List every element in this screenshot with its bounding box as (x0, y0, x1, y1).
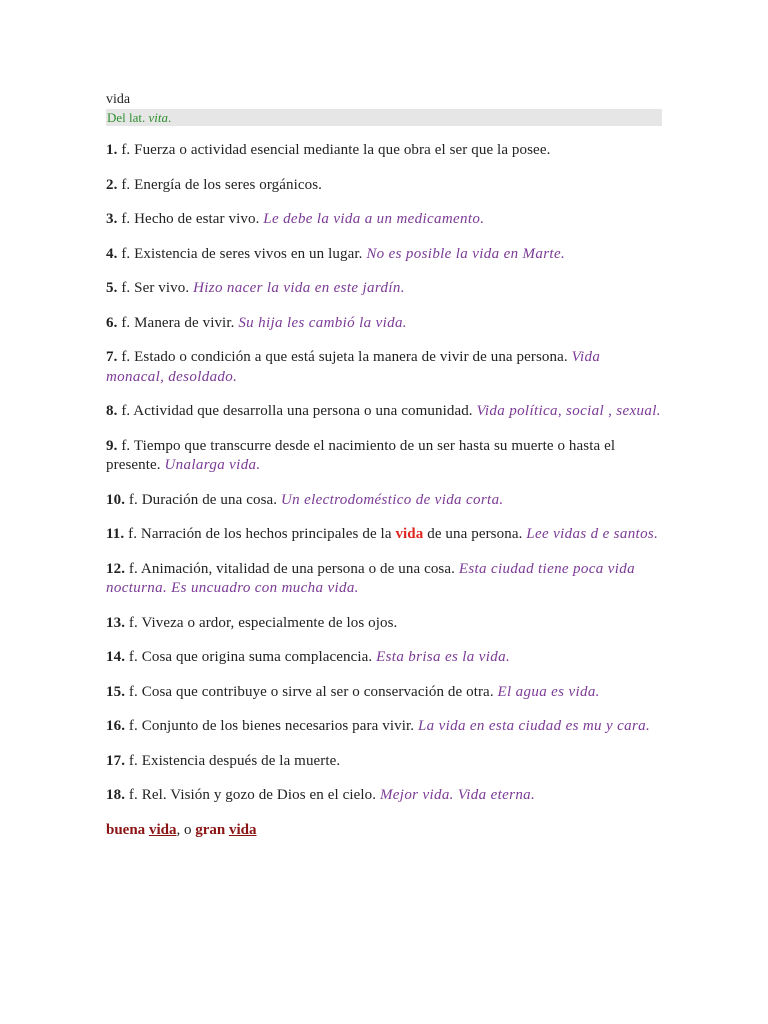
sense-number: 7. (106, 349, 118, 365)
sense-number: 13. (106, 614, 126, 631)
sense-definition: Existencia después de la muerte. (141, 752, 341, 769)
sense-definition: Duración de una cosa. (141, 491, 278, 508)
sense-number: 3. (106, 211, 118, 227)
sense-category: f. (121, 280, 131, 296)
sense-number: 2. (106, 176, 118, 193)
sense-category: f. (121, 403, 131, 419)
sense-definition-end: de una persona. (427, 526, 523, 542)
sense-example: Unalarga vida. (164, 457, 261, 473)
sense-number: 5. (106, 280, 118, 296)
sense-3 (106, 210, 662, 230)
sense-category: f. (128, 491, 138, 508)
sense-definition: Cosa que contribuye o sirve al ser o conservación de otra. (141, 683, 494, 700)
sense-number: 14. (106, 649, 126, 665)
sense-definition: Conjunto de los bienes necesarios para vivir. (141, 718, 415, 734)
sense-example: Le debe la vida a un medicamento. (263, 211, 485, 227)
sense-18 (106, 786, 662, 806)
sense-category: f. (121, 245, 131, 262)
sense-definition: Viveza o ardor, especialmente de los ojos. (141, 614, 398, 631)
sense-number: 9. (106, 437, 118, 454)
sense-definition: Animación, vitalidad de una persona o de una cosa. (140, 560, 455, 577)
etymology-suffix: . (168, 110, 172, 125)
sense-number: 10. (106, 491, 126, 508)
sense-definition: Fuerza o actividad esencial mediante la que obra el ser que la posee. (134, 142, 551, 158)
sense-number: 17. (106, 752, 126, 769)
sense-17 (106, 752, 662, 772)
sense-category: f. (121, 211, 131, 227)
sense-definition: Estado o condición a que está sujeta la manera de vivir de una persona. (134, 349, 568, 365)
sense-category: f. (121, 142, 131, 158)
sense-14 (106, 648, 662, 668)
sense-8 (106, 402, 662, 422)
sense-example: Lee vidas d e santos. (526, 526, 659, 542)
sense-example: Vida monacal, desoldado. (106, 349, 601, 385)
sense-example: Mejor vida. Vida eterna. (379, 787, 536, 803)
sense-example: Un electrodoméstico de vida corta. (280, 491, 504, 508)
sense-10 (106, 491, 662, 511)
sense-category: f. (121, 349, 131, 365)
dictionary-entry (106, 91, 662, 840)
locution-word-gran: gran (195, 821, 226, 838)
sense-number: 12. (106, 560, 126, 577)
sense-category: f. (128, 649, 138, 665)
sense-12 (106, 560, 662, 599)
sense-example: Su hija les cambió la vida. (238, 314, 407, 331)
sense-definition: Manera de vivir. (134, 314, 235, 331)
locution-separator: , o (176, 821, 192, 838)
etymology-prefix: Del lat. (107, 110, 146, 125)
locution-link-vida-2[interactable]: vida (228, 821, 257, 838)
sense-category: f. (128, 526, 138, 542)
sense-15 (106, 683, 662, 703)
sense-definition: Actividad que desarrolla una persona o una comunidad. (133, 403, 473, 419)
entry-headword: vida (106, 92, 131, 107)
sense-category: f. (121, 437, 131, 454)
sense-category: f. (128, 718, 138, 734)
sense-number: 1. (106, 142, 118, 158)
sense-example: Vida política, social , sexual. (476, 403, 661, 419)
locution-heading (106, 821, 662, 841)
sense-definition: Hecho de estar vivo. (134, 211, 260, 227)
sense-example: El agua es vida. (497, 683, 600, 700)
sense-definition: Tiempo que transcurre desde el nacimiento de un ser hasta su muerte o hasta el presente. (106, 437, 616, 473)
sense-2 (106, 176, 662, 196)
sense-category: f. (128, 752, 138, 769)
sense-category: f. (121, 314, 131, 331)
etymology-word: vita (148, 110, 169, 125)
sense-1 (106, 141, 662, 161)
sense-number: 16. (106, 718, 126, 734)
sense-definition: Rel. Visión y gozo de Dios en el cielo. (141, 787, 377, 803)
sense-example: La vida en esta ciudad es mu y cara. (417, 718, 651, 734)
sense-category: f. (121, 176, 131, 193)
sense-definition: Existencia de seres vivos en un lugar. (134, 245, 363, 262)
sense-number: 4. (106, 245, 118, 262)
sense-7 (106, 348, 662, 387)
sense-9 (106, 437, 662, 476)
sense-example: Esta ciudad tiene poca vida nocturna. Es uncuadro con mucha vida. (106, 560, 635, 596)
sense-category: f. (128, 683, 138, 700)
sense-number: 18. (106, 787, 126, 803)
etymology-line (106, 109, 662, 126)
sense-definition: Energía de los seres orgánicos. (134, 176, 323, 193)
sense-4 (106, 245, 662, 265)
locution-word-buena: buena (106, 821, 146, 838)
sense-category: f. (128, 787, 138, 803)
sense-example: No es posible la vida en Marte. (366, 245, 566, 262)
sense-number: 8. (106, 403, 118, 419)
sense-number: 11. (106, 526, 125, 542)
sense-5 (106, 279, 662, 299)
sense-number: 6. (106, 314, 118, 331)
sense-11 (106, 525, 662, 545)
sense-13 (106, 614, 662, 634)
highlighted-keyword: vida (395, 526, 424, 542)
sense-6 (106, 314, 662, 334)
sense-number: 15. (106, 683, 126, 700)
locution-link-vida[interactable]: vida (148, 821, 177, 838)
sense-definition-start: Narración de los hechos principales de la (140, 526, 392, 542)
sense-definition: Ser vivo. (134, 280, 190, 296)
sense-example: Hizo nacer la vida en este jardín. (193, 280, 405, 296)
sense-definition: Cosa que origina suma complacencia. (141, 649, 373, 665)
sense-example: Esta brisa es la vida. (376, 649, 511, 665)
sense-category: f. (128, 560, 138, 577)
sense-category: f. (128, 614, 138, 631)
sense-16 (106, 717, 662, 737)
